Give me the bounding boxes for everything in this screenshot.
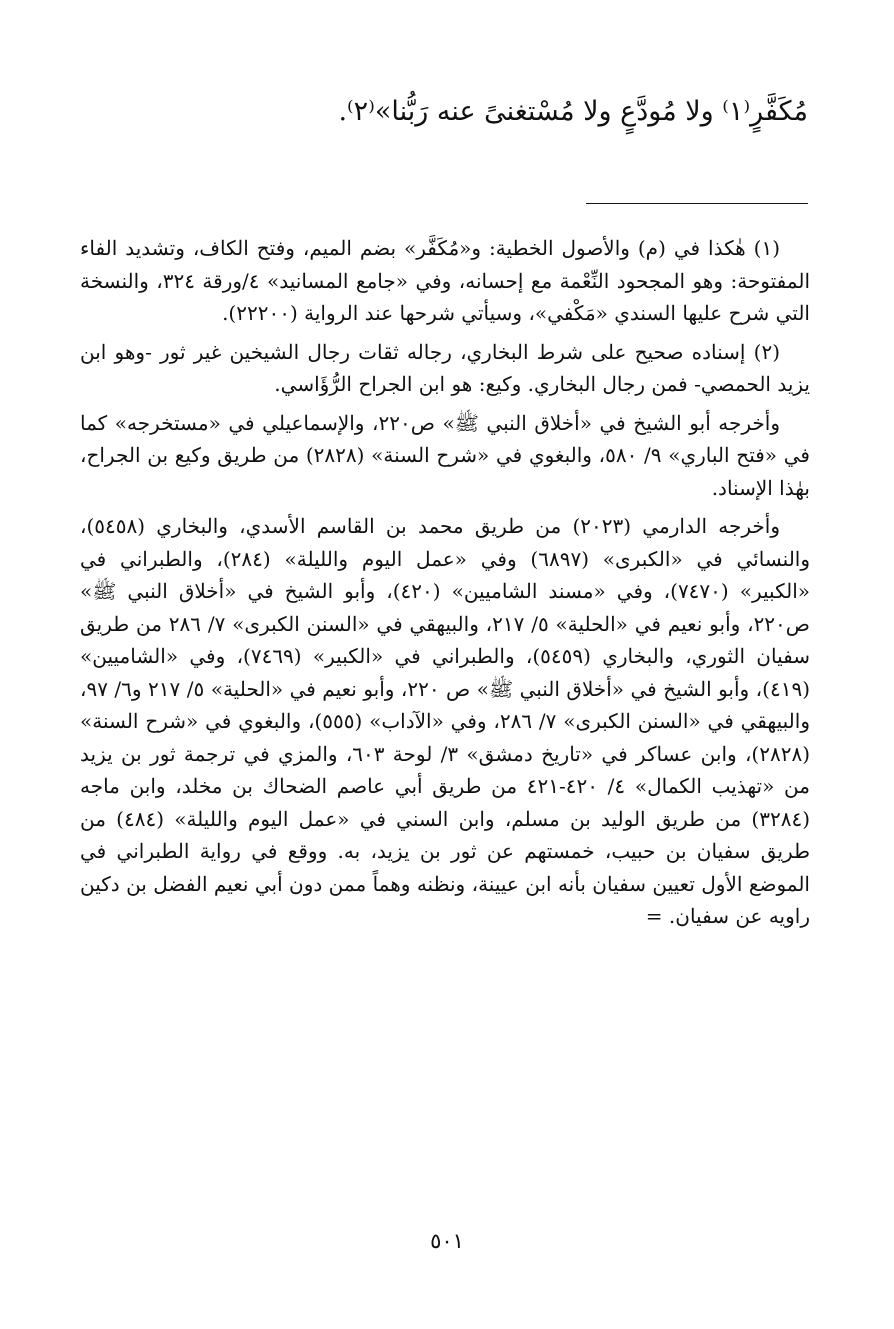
footnotes bbox=[80, 232, 810, 939]
footnote-2-paragraph-2: وأخرجه أبو الشيخ في «أخلاق النبي ﷺ» ص٢٢٠، والإسماعيلي في «مستخرجه» كما في «فتح الباري» ٩/ ٥٨٠، والبغوي في «شرح السنة» (٢٨٢٨) من طريق وكيع بن الجراح، بهٰذا الإسناد. bbox=[80, 410, 810, 500]
footnote-2: (٢) إسناده صحيح على شرط البخاري، رجاله ثقات رجال الشيخين غير ثور -وهو ابن يزيد الحمصي- فمن رجال البخاري. وكيع: هو ابن الجراح الرُّؤَاسي. bbox=[80, 339, 810, 396]
footnote-divider bbox=[586, 203, 808, 204]
page-number: ٥٠١ bbox=[430, 1229, 464, 1253]
footnote-2-paragraph-3: وأخرجه الدارمي (٢٠٢٣) من طريق محمد بن القاسم الأسدي، والبخاري (٥٤٥٨)، والنسائي في «الكبرى» (٦٨٩٧) وفي «عمل اليوم والليلة» (٢٨٤)، والطبراني في «الكبير» (٧٤٧٠)، وفي «مسند الشاميين» (٤٢٠)، وأبو الشيخ في «أخلاق النبي ﷺ» ص٢٢٠، وأبو نعيم في «الحلية» ٥/ ٢١٧، والبيهقي في «السنن الكبرى» ٧/ ٢٨٦ من طريق سفيان الثوري، والبخاري (٥٤٥٩)، والطبراني في «الكبير» (٧٤٦٩)، وفي «الشاميين» (٤١٩)، وأبو الشيخ في «أخلاق النبي ﷺ» ص ٢٢٠، وأبو نعيم في «الحلية» ٥/ ٢١٧ و٦/ ٩٧، والبيهقي في «السنن الكبرى» ٧/ ٢٨٦، وفي «الآداب» (٥٥٥)، والبغوي في «شرح السنة» (٢٨٢٨)، وابن عساكر في «تاريخ دمشق» ٣/ لوحة ٦٠٣، والمزي في ترجمة ثور بن يزيد من «تهذيب الكمال» ٤/ ٤٢٠-٤٢١ من طريق أبي عاصم الضحاك بن مخلد، وابن ماجه (٣٢٨٤) من طريق الوليد بن مسلم، وابن السني في «عمل اليوم والليلة» (٤٨٤) من طريق سفيان بن حبيب، خمستهم عن ثور بن يزيد، به. ووقع في رواية الطبراني في الموضع الأول تعيين سفيان بأنه ابن عيينة، ونظنه وهماً ممن دون أبي نعيم الفضل بن دكين راويه عن سفيان. = bbox=[80, 514, 811, 928]
main-text: مُكَفَّرٍ⁽١⁾ ولا مُودَّعٍ ولا مُسْتغنىً عنه رَبُّنا»⁽٢⁾. bbox=[338, 96, 808, 127]
footnote-1: (١) هٰكذا في (م) والأصول الخطية: و«مُكَفَّر» بضم الميم، وفتح الكاف، وتشديد الفاء المفتوحة: وهو المجحود النِّعْمة مع إحسانه، وفي «جامع المسانيد» ٤/ورقة ٣٢٤، والنسخة التي شرح عليها السندي «مَكْفي»، وسيأتي شرحها عند الرواية (٢٢٢٠٠). bbox=[80, 236, 810, 325]
